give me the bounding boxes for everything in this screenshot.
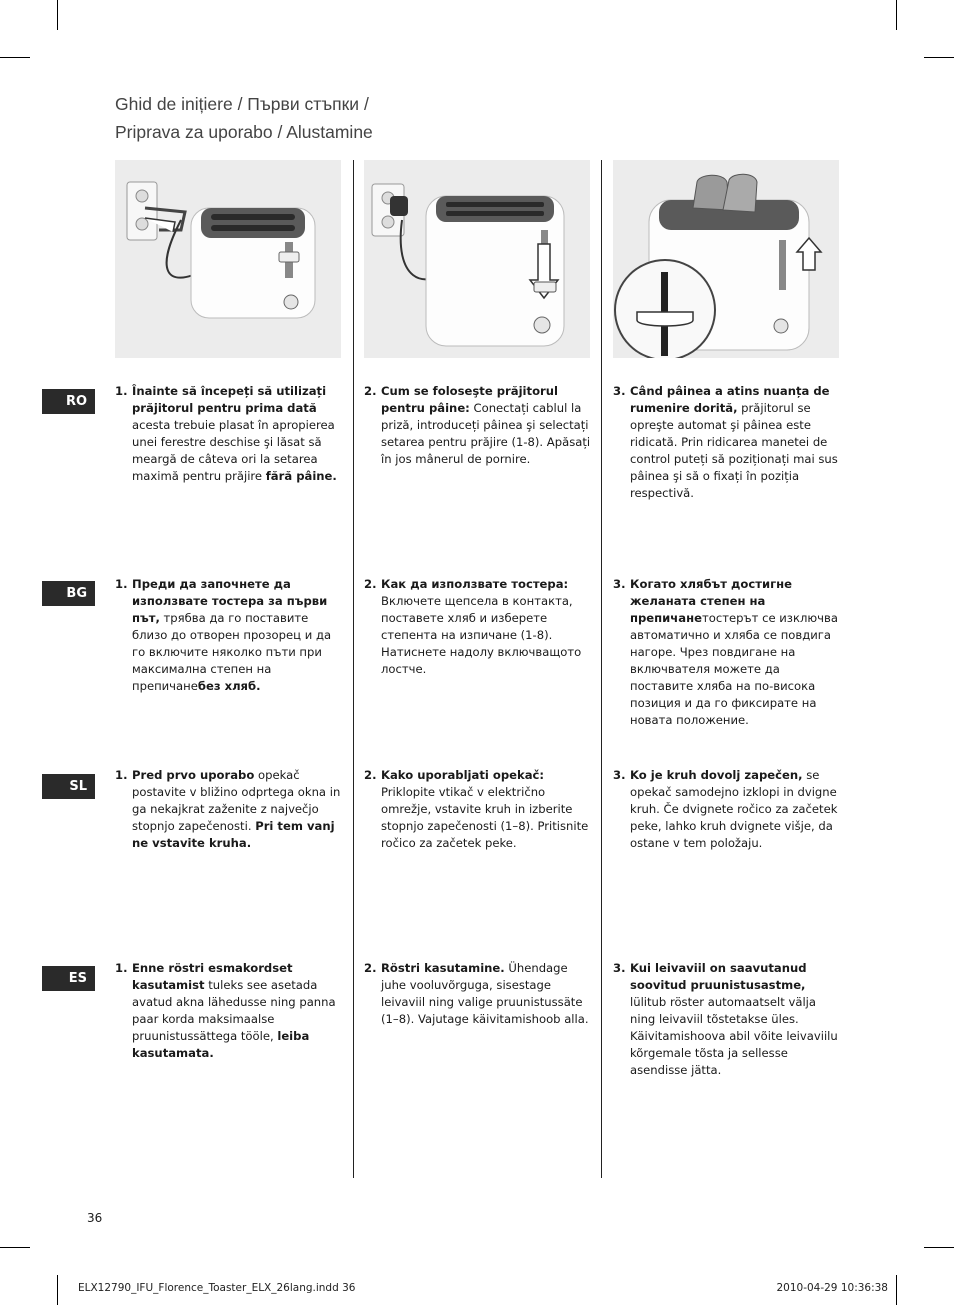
step-text: Включете щепсела в контакта, поставете хляб и изберете степента на изпичане (1-8). Натиснете надолу включващото лостче. [381, 594, 582, 676]
step-text: трябва да го поставите близо до отворен прозорец и да го включите няколко пъти при максимална степен на препичане [132, 611, 332, 693]
crop-mark [57, 0, 58, 30]
step-es-2 [364, 960, 592, 1028]
crop-mark [924, 57, 954, 58]
crop-mark [0, 57, 30, 58]
column-divider [353, 160, 354, 1178]
step-bg-3 [613, 576, 841, 729]
step-es-1 [115, 960, 343, 1062]
step-number: 2. [364, 577, 377, 591]
step-number: 3. [613, 384, 626, 398]
step-emphasis: fără pâine. [265, 469, 337, 483]
step-heading: Pred prvo uporabo [132, 768, 255, 782]
step-heading: Înainte să începeți să utilizați prăjitorul pentru prima dată [132, 384, 327, 415]
step-text: tuleks see asetada avatud akna lähedusse ning panna paar korda maksimaalse pruunistussättega tööle, [132, 978, 336, 1043]
step-sl-1 [115, 767, 343, 852]
step-heading: Когато хлябът достигне желаната степен на препичане [630, 577, 792, 625]
step-sl-3 [613, 767, 841, 852]
column-divider [601, 160, 602, 1178]
step-text: Priklopite vtikač v električno omrežje, vstavite kruh in izberite stopnjo zapečenosti (1–8). Pritisnite ročico za začetek peke. [381, 785, 589, 850]
step-bg-2 [364, 576, 592, 678]
step-heading: Când pâinea a atins nuanța de rumenire dorită, [630, 384, 830, 415]
step-text: Ühendage juhe vooluvõrguga, sisestage leivaviil ning valige pruunistussäte (1–8). Vajutage käivitamishoob alla. [381, 961, 589, 1026]
step-heading: Ko je kruh dovolj zapečen, [630, 768, 803, 782]
language-badge-ro: RO [42, 389, 95, 414]
step-heading: Cum se foloseşte prăjitorul pentru pâine: [381, 384, 558, 415]
step-number: 3. [613, 961, 626, 975]
figure-press-lever [364, 160, 590, 358]
step-text: acesta trebuie plasat în apropierea unei ferestre deschise şi lăsat să meargă de câteva ori la setarea maximă pentru prăjire [132, 418, 335, 483]
step-number: 1. [115, 384, 128, 398]
step-number: 3. [613, 577, 626, 591]
step-text: opekač postavite v bližino odprtega okna in ga nekajkrat zaženite z največjo stopnjo zapečenosti. [132, 768, 341, 833]
step-text: prăjitorul se opreşte automat şi pâinea este ridicată. Prin ridicarea manetei de control puteți să poziționați mai sus pâinea şi să o fixați în poziția respectivă. [630, 401, 838, 500]
step-number: 2. [364, 768, 377, 782]
step-ro-1 [115, 383, 343, 485]
language-badge-bg: BG [42, 581, 95, 606]
step-emphasis: Pri tem vanj ne vstavite kruha. [132, 819, 335, 850]
step-number: 1. [115, 768, 128, 782]
step-bg-1 [115, 576, 343, 695]
step-number: 3. [613, 768, 626, 782]
crop-mark [896, 0, 897, 30]
figure-toast-popped [613, 160, 839, 358]
page-title-line-2: Priprava za uporabo / Alustamine [115, 122, 373, 142]
footer-filename: ELX12790_IFU_Florence_Toaster_ELX_26lang.indd 36 [78, 1282, 356, 1294]
step-number: 1. [115, 577, 128, 591]
crop-mark [924, 1247, 954, 1248]
step-heading: Kako uporabljati opekač: [381, 768, 545, 782]
step-es-3 [613, 960, 841, 1079]
step-heading: Как да използвате тостера: [381, 577, 569, 591]
step-number: 2. [364, 384, 377, 398]
step-ro-2 [364, 383, 592, 468]
toaster-toast-illustration [613, 160, 839, 358]
step-text: se opekač samodejno izklopi in dvigne kruh. Če dvignete ročico za začetek peke, lahko kruh dvignete višje, da ostane v tem položaju. [630, 768, 838, 850]
step-heading: Kui leivaviil on saavutanud soovitud pruunistusastme, [630, 961, 807, 992]
step-ro-3 [613, 383, 841, 502]
step-text: тостерът се изключва автоматично и хляба се повдига нагоре. Чрез повдигане на включвателя можете да поставите хляба на по-висока позиция и да го фиксирате на новата положение. [630, 611, 838, 727]
step-heading: Röstri kasutamine. [381, 961, 505, 975]
page-title-line-1: Ghid de inițiere / Първи стъпки / [115, 94, 369, 114]
toaster-lever-illustration [364, 160, 590, 358]
step-number: 2. [364, 961, 377, 975]
figure-plug-in-toaster [115, 160, 341, 358]
crop-mark [57, 1275, 58, 1305]
language-badge-es: ES [42, 966, 95, 991]
crop-mark [896, 1275, 897, 1305]
step-emphasis: leiba kasutamata. [132, 1029, 310, 1060]
step-sl-2 [364, 767, 592, 852]
crop-mark [0, 1247, 30, 1248]
toaster-plug-illustration [115, 160, 341, 358]
step-emphasis: без хляб. [197, 679, 261, 693]
step-text: Conectați cablul la priză, introduceți pâinea şi selectați setarea pentru prăjire (1-8). Apăsați în jos mânerul de pornire. [381, 401, 591, 466]
language-badge-sl: SL [42, 774, 95, 799]
footer-datetime: 2010-04-29 10:36:38 [776, 1282, 888, 1294]
page-number: 36 [87, 1211, 103, 1225]
step-heading: Преди да започнете да използвате тостера за първи път, [132, 577, 328, 625]
step-number: 1. [115, 961, 128, 975]
step-text: lülitub röster automaatselt välja ning leivaviil tõstetakse üles. Käivitamishoova abil võite leivaviilu kõrgemale tõsta ja sellesse asendisse jätta. [630, 995, 838, 1077]
step-heading: Enne röstri esmakordset kasutamist [132, 961, 293, 992]
